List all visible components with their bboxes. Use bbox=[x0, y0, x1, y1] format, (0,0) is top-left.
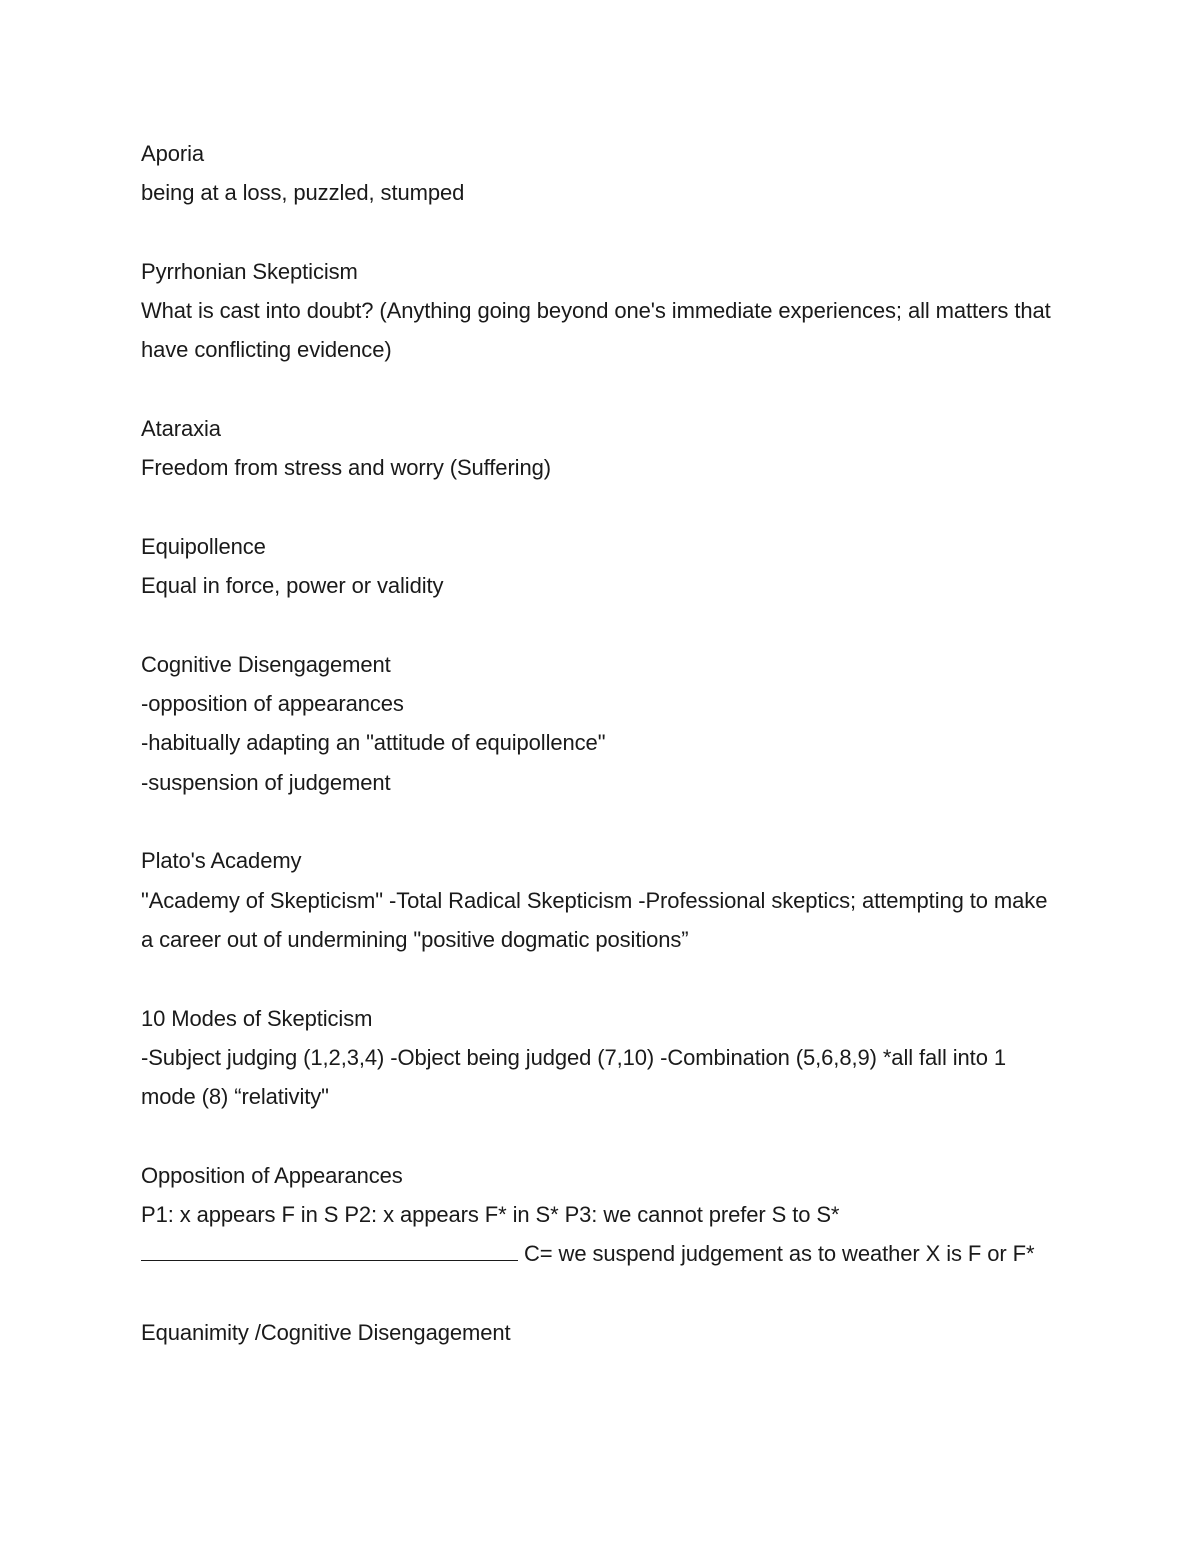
term-equanimity: Equanimity /Cognitive Disengagement bbox=[141, 1319, 511, 1345]
spacer bbox=[141, 488, 1061, 527]
spacer bbox=[141, 370, 1061, 409]
definition-10-modes: -Subject judging (1,2,3,4) -Object being judged (7,10) -Combination (5,6,8,9) *all fall into 1 mode (8) “relativity" bbox=[141, 1044, 1006, 1110]
term-opposition-of-appearances: Opposition of Appearances bbox=[141, 1162, 403, 1188]
spacer bbox=[141, 1116, 1061, 1155]
premises: P1: x appears F in S P2: x appears F* in S* P3: we cannot prefer S to S* bbox=[141, 1202, 840, 1228]
term-aporia: Aporia bbox=[141, 141, 204, 166]
term-pyrrhonian-skepticism: Pyrrhonian Skepticism bbox=[141, 258, 358, 284]
term-cognitive-disengagement: Cognitive Disengagement bbox=[141, 651, 391, 677]
spacer bbox=[141, 1274, 1061, 1313]
spacer bbox=[141, 606, 1061, 645]
term-equipollence: Equipollence bbox=[141, 533, 266, 559]
spacer bbox=[141, 802, 1061, 841]
term-10-modes: 10 Modes of Skepticism bbox=[141, 1005, 373, 1031]
definition-platos-academy: "Academy of Skepticism" -Total Radical Skepticism -Professional skeptics; attempting to make a career out of undermining "positive dogmatic positions” bbox=[141, 887, 1048, 952]
spacer bbox=[141, 213, 1061, 252]
definition-aporia: being at a loss, puzzled, stumped bbox=[141, 180, 465, 206]
term-ataraxia: Ataraxia bbox=[141, 416, 221, 442]
spacer bbox=[141, 959, 1061, 998]
list-item: -opposition of appearances bbox=[141, 691, 404, 717]
term-platos-academy: Plato's Academy bbox=[141, 848, 302, 874]
list-item: -suspension of judgement bbox=[141, 769, 391, 795]
definition-ataraxia: Freedom from stress and worry (Suffering) bbox=[141, 455, 551, 481]
divider-rule bbox=[141, 1260, 518, 1261]
conclusion-line bbox=[141, 1234, 1061, 1273]
definition-pyrrhonian-skepticism: What is cast into doubt? (Anything going beyond one's immediate experiences; all matters that have conflicting evidence) bbox=[141, 298, 1051, 363]
document-page bbox=[141, 134, 1061, 1352]
definition-equipollence: Equal in force, power or validity bbox=[141, 573, 444, 599]
list-item: -habitually adapting an "attitude of equipollence" bbox=[141, 730, 606, 756]
conclusion: C= we suspend judgement as to weather X is F or F* bbox=[524, 1241, 1035, 1267]
